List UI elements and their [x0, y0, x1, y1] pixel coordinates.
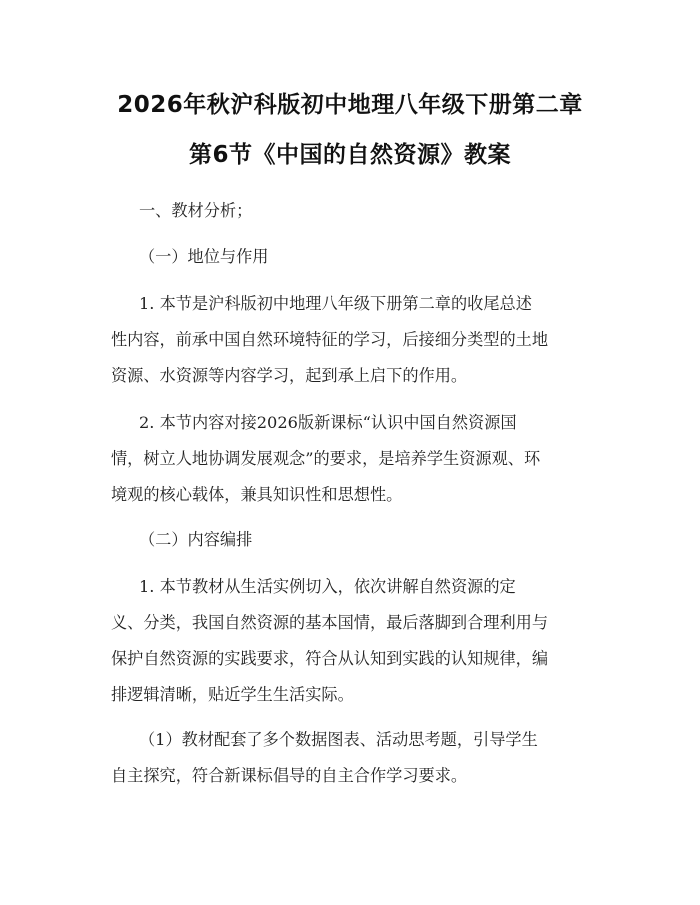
paragraph-line: 性内容，前承中国自然环境特征的学习，后接细分类型的土地 — [111, 330, 549, 349]
paragraph-line: （1）教材配套了多个数据图表、活动思考题，引导学生 — [139, 730, 538, 749]
paragraph-line: 情，树立人地协调发展观念”的要求，是培养学生资源观、环 — [111, 449, 541, 468]
document-title-line-2: 第6节《中国的自然资源》教案 — [188, 142, 511, 168]
subsection-heading-content-arrangement: （二）内容编排 — [139, 530, 253, 549]
paragraph-line: 1. 本节是沪科版初中地理八年级下册第二章的收尾总述 — [139, 294, 532, 313]
paragraph-line: 2. 本节内容对接2026版新课标“认识中国自然资源国 — [139, 413, 517, 432]
paragraph-line: 保护自然资源的实践要求，符合从认知到实践的认知规律，编 — [111, 649, 549, 668]
paragraph-line: 资源、水资源等内容学习，起到承上启下的作用。 — [111, 366, 468, 385]
paragraph-line: 境观的核心载体，兼具知识性和思想性。 — [111, 485, 403, 504]
section-heading-textbook-analysis: 一、教材分析； — [139, 201, 253, 220]
document-title-line-1: 2026年秋沪科版初中地理八年级下册第二章 — [117, 92, 583, 118]
paragraph-line: 自主探究，符合新课标倡导的自主合作学习要求。 — [111, 766, 468, 785]
paragraph-line: 排逻辑清晰，贴近学生生活实际。 — [111, 685, 354, 704]
paragraph-line: 义、分类，我国自然资源的基本国情，最后落脚到合理利用与 — [111, 613, 549, 632]
paragraph-line: 1. 本节教材从生活实例切入，依次讲解自然资源的定 — [139, 577, 516, 596]
subsection-heading-position-role: （一）地位与作用 — [139, 247, 269, 266]
